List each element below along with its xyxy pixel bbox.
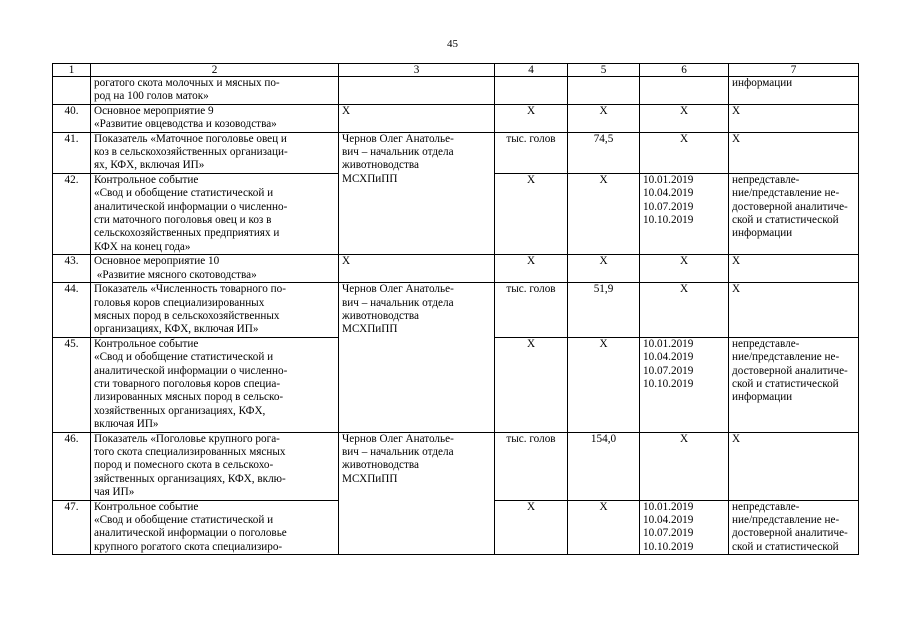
responsible-cell: Х [339,104,495,132]
responsible-cell: Чернов Олег Анатолье- вич – начальник отдела животноводства МСХПиПП [339,283,495,432]
value-cell: 51,9 [568,283,640,338]
unit-cell: тыс. голов [495,132,568,173]
row-number-cell: 45. [53,337,91,432]
value-cell: 154,0 [568,432,640,500]
responsible-cell [339,77,495,105]
date-cell [640,77,729,105]
name-cell: Показатель «Численность товарного по- головья коров специализированных мясных пород в сельскохозяйственных организациях, КФХ, включая ИП» [91,283,339,338]
risk-cell: непредставле- ние/представление не- достоверной аналитиче- ской и статистической информации [729,173,859,254]
date-cell: Х [640,283,729,338]
date-cell: 10.01.2019 10.04.2019 10.07.2019 10.10.2019 [640,500,729,555]
column-header: 5 [568,64,640,77]
table-row [53,77,859,105]
value-cell: Х [568,500,640,555]
column-header: 6 [640,64,729,77]
risk-cell: Х [729,104,859,132]
name-cell: Контрольное событие «Свод и обобщение статистической и аналитической информации о численно- сти маточного поголовья овец и коз в сельскохозяйственных предприятиях и КФХ на конец года» [91,173,339,254]
unit-cell: Х [495,255,568,283]
risk-cell: Х [729,132,859,173]
value-cell: Х [568,104,640,132]
value-cell: 74,5 [568,132,640,173]
risk-cell: непредставле- ние/представление не- достоверной аналитиче- ской и статистической [729,500,859,555]
column-header: 2 [91,64,339,77]
unit-cell: тыс. голов [495,432,568,500]
row-number-cell [53,77,91,105]
column-header-row [53,64,859,77]
unit-cell: Х [495,337,568,432]
table-row [53,255,859,283]
table-row [53,104,859,132]
value-cell [568,77,640,105]
row-number-cell: 40. [53,104,91,132]
column-header: 4 [495,64,568,77]
risk-cell: непредставле- ние/представление не- достоверной аналитиче- ской и статистической информации [729,337,859,432]
row-number-cell: 46. [53,432,91,500]
risk-cell: Х [729,283,859,338]
name-cell: рогатого скота молочных и мясных по- род на 100 голов маток» [91,77,339,105]
row-number-cell: 42. [53,173,91,254]
name-cell: Показатель «Маточное поголовье овец и коз в сельскохозяйственных организаци- ях, КФХ, включая ИП» [91,132,339,173]
unit-cell: Х [495,173,568,254]
name-cell: Контрольное событие «Свод и обобщение статистической и аналитической информации о численно- сти товарного поголовья коров специа- лизированных мясных пород в сельско- хозяйственных организациях, КФХ, включая ИП» [91,337,339,432]
measures-table [52,63,859,555]
value-cell: Х [568,337,640,432]
risk-cell: Х [729,432,859,500]
date-cell: Х [640,255,729,283]
row-number-cell: 47. [53,500,91,555]
table-row [53,132,859,173]
unit-cell: Х [495,104,568,132]
name-cell: Показатель «Поголовье крупного рога- того скота специализированных мясных пород и помесного скота в сельскохо- зяйственных организациях, КФХ, вклю- чая ИП» [91,432,339,500]
name-cell: Контрольное событие «Свод и обобщение статистической и аналитической информации о поголовье крупного рогатого скота специализиро- [91,500,339,555]
responsible-cell: Чернов Олег Анатолье- вич – начальник отдела животноводства МСХПиПП [339,432,495,555]
column-header: 7 [729,64,859,77]
responsible-cell: Чернов Олег Анатолье- вич – начальник отдела животноводства МСХПиПП [339,132,495,255]
date-cell: 10.01.2019 10.04.2019 10.07.2019 10.10.2019 [640,173,729,254]
column-header: 1 [53,64,91,77]
row-number-cell: 41. [53,132,91,173]
name-cell: Основное мероприятие 10 «Развитие мясного скотоводства» [91,255,339,283]
value-cell: Х [568,173,640,254]
responsible-cell: Х [339,255,495,283]
name-cell: Основное мероприятие 9 «Развитие овцеводства и козоводства» [91,104,339,132]
page-number: 45 [447,38,458,50]
value-cell: Х [568,255,640,283]
date-cell: Х [640,104,729,132]
table-row [53,283,859,338]
date-cell: Х [640,432,729,500]
unit-cell: Х [495,500,568,555]
unit-cell: тыс. голов [495,283,568,338]
unit-cell [495,77,568,105]
table-row [53,432,859,500]
date-cell: 10.01.2019 10.04.2019 10.07.2019 10.10.2019 [640,337,729,432]
date-cell: Х [640,132,729,173]
row-number-cell: 43. [53,255,91,283]
risk-cell: Х [729,255,859,283]
row-number-cell: 44. [53,283,91,338]
column-header: 3 [339,64,495,77]
risk-cell: информации [729,77,859,105]
